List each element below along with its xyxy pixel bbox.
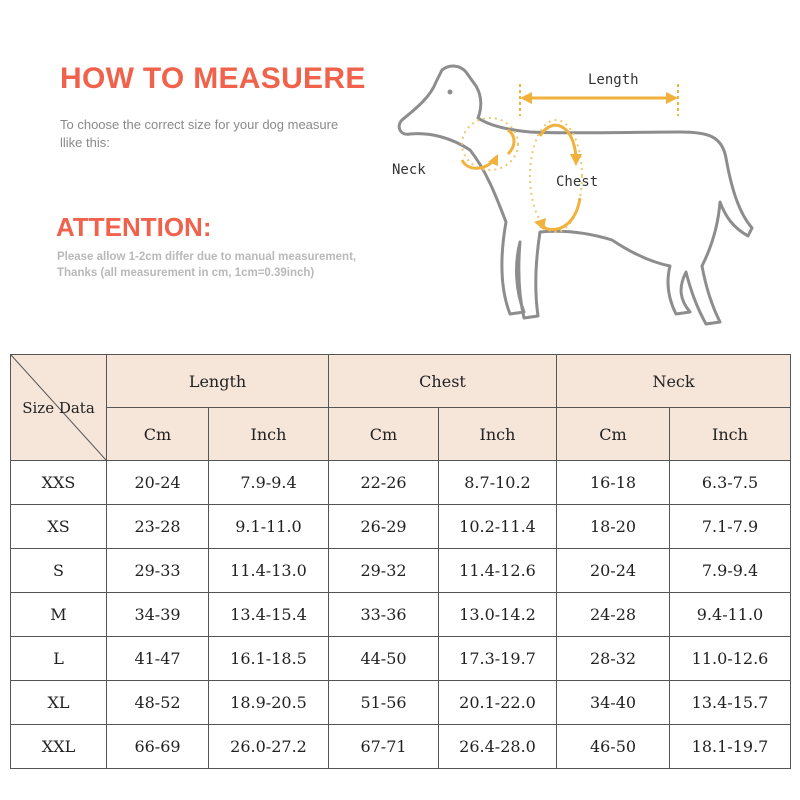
neck-cm-cell: 24-28: [557, 593, 670, 637]
size-chart-table: [10, 354, 791, 769]
length-cm-cell: 29-33: [107, 549, 209, 593]
length-cm-cell: 20-24: [107, 461, 209, 505]
chest-inch-cell: 20.1-22.0: [439, 681, 557, 725]
chest-inch-cell: 8.7-10.2: [439, 461, 557, 505]
neck-inch-cell: 6.3-7.5: [670, 461, 791, 505]
chest-inch-cell: 11.4-12.6: [439, 549, 557, 593]
unit-header-neck-cm: Cm: [557, 408, 670, 461]
size-cell: M: [11, 593, 107, 637]
unit-header-chest-inch: Inch: [439, 408, 557, 461]
neck-cm-cell: 18-20: [557, 505, 670, 549]
length-inch-cell: 26.0-27.2: [209, 725, 329, 769]
size-cell: L: [11, 637, 107, 681]
chest-inch-cell: 13.0-14.2: [439, 593, 557, 637]
chest-cm-cell: 33-36: [329, 593, 439, 637]
neck-inch-cell: 7.1-7.9: [670, 505, 791, 549]
intro-text: To choose the correct size for your dog measure llike this:: [60, 117, 339, 150]
length-arrow-head-right: [666, 92, 678, 104]
chest-cm-cell: 44-50: [329, 637, 439, 681]
group-header-chest: Chest: [329, 355, 557, 408]
attention-note: [57, 249, 417, 281]
group-header-length: Length: [107, 355, 329, 408]
chest-inch-cell: 17.3-19.7: [439, 637, 557, 681]
neck-label: Neck: [392, 162, 426, 178]
chest-arrow-head-lower: [534, 218, 546, 230]
attention-heading: ATTENTION:: [56, 212, 212, 242]
length-cm-cell: 66-69: [107, 725, 209, 769]
unit-header-length-cm: Cm: [107, 408, 209, 461]
table-row: [11, 593, 791, 637]
size-cell: XXL: [11, 725, 107, 769]
length-inch-cell: 13.4-15.4: [209, 593, 329, 637]
neck-inch-cell: 13.4-15.7: [670, 681, 791, 725]
table-row: [11, 637, 791, 681]
chest-arrow-lower: [540, 198, 580, 230]
chest-cm-cell: 22-26: [329, 461, 439, 505]
chest-cm-cell: 67-71: [329, 725, 439, 769]
neck-cm-cell: 16-18: [557, 461, 670, 505]
size-data-label: Size Data: [22, 399, 95, 417]
table-row: [11, 549, 791, 593]
size-data-corner: [11, 355, 107, 461]
dog-outline: [399, 66, 752, 324]
attention-note-line-2: Thanks (all measurement in cm, 1cm=0.39inch): [57, 267, 315, 279]
neck-arrow-2: [508, 130, 514, 154]
chest-arrow-head-upper: [570, 154, 582, 166]
page-title: HOW TO MEASUERE: [60, 62, 366, 95]
length-arrow-head-left: [520, 92, 532, 104]
table-header-row-groups: [11, 355, 791, 408]
length-inch-cell: 11.4-13.0: [209, 549, 329, 593]
chest-label: Chest: [556, 174, 599, 190]
attention-note-line-1: Please allow 1-2cm differ due to manual measurement,: [57, 251, 357, 263]
chest-cm-cell: 51-56: [329, 681, 439, 725]
table-row: [11, 725, 791, 769]
unit-header-neck-inch: Inch: [670, 408, 791, 461]
length-inch-cell: 18.9-20.5: [209, 681, 329, 725]
length-cm-cell: 23-28: [107, 505, 209, 549]
neck-inch-cell: 18.1-19.7: [670, 725, 791, 769]
chest-inch-cell: 10.2-11.4: [439, 505, 557, 549]
chest-cm-cell: 26-29: [329, 505, 439, 549]
length-cm-cell: 48-52: [107, 681, 209, 725]
neck-inch-cell: 9.4-11.0: [670, 593, 791, 637]
table-body: [11, 461, 791, 769]
chest-cm-cell: 29-32: [329, 549, 439, 593]
neck-cm-cell: 46-50: [557, 725, 670, 769]
length-inch-cell: 9.1-11.0: [209, 505, 329, 549]
neck-cm-cell: 28-32: [557, 637, 670, 681]
table-row: [11, 681, 791, 725]
size-cell: XL: [11, 681, 107, 725]
table-row: [11, 505, 791, 549]
dog-eye: [448, 90, 453, 95]
neck-inch-cell: 11.0-12.6: [670, 637, 791, 681]
neck-inch-cell: 7.9-9.4: [670, 549, 791, 593]
table-row: [11, 461, 791, 505]
dog-measure-diagram: [390, 52, 760, 342]
group-header-neck: Neck: [557, 355, 791, 408]
length-inch-cell: 16.1-18.5: [209, 637, 329, 681]
size-cell: XS: [11, 505, 107, 549]
table-header-row-units: [11, 408, 791, 461]
chest-inch-cell: 26.4-28.0: [439, 725, 557, 769]
length-cm-cell: 41-47: [107, 637, 209, 681]
neck-cm-cell: 20-24: [557, 549, 670, 593]
unit-header-chest-cm: Cm: [329, 408, 439, 461]
length-label: Length: [588, 72, 639, 88]
unit-header-length-inch: Inch: [209, 408, 329, 461]
neck-cm-cell: 34-40: [557, 681, 670, 725]
size-cell: S: [11, 549, 107, 593]
size-cell: XXS: [11, 461, 107, 505]
length-cm-cell: 34-39: [107, 593, 209, 637]
length-inch-cell: 7.9-9.4: [209, 461, 329, 505]
